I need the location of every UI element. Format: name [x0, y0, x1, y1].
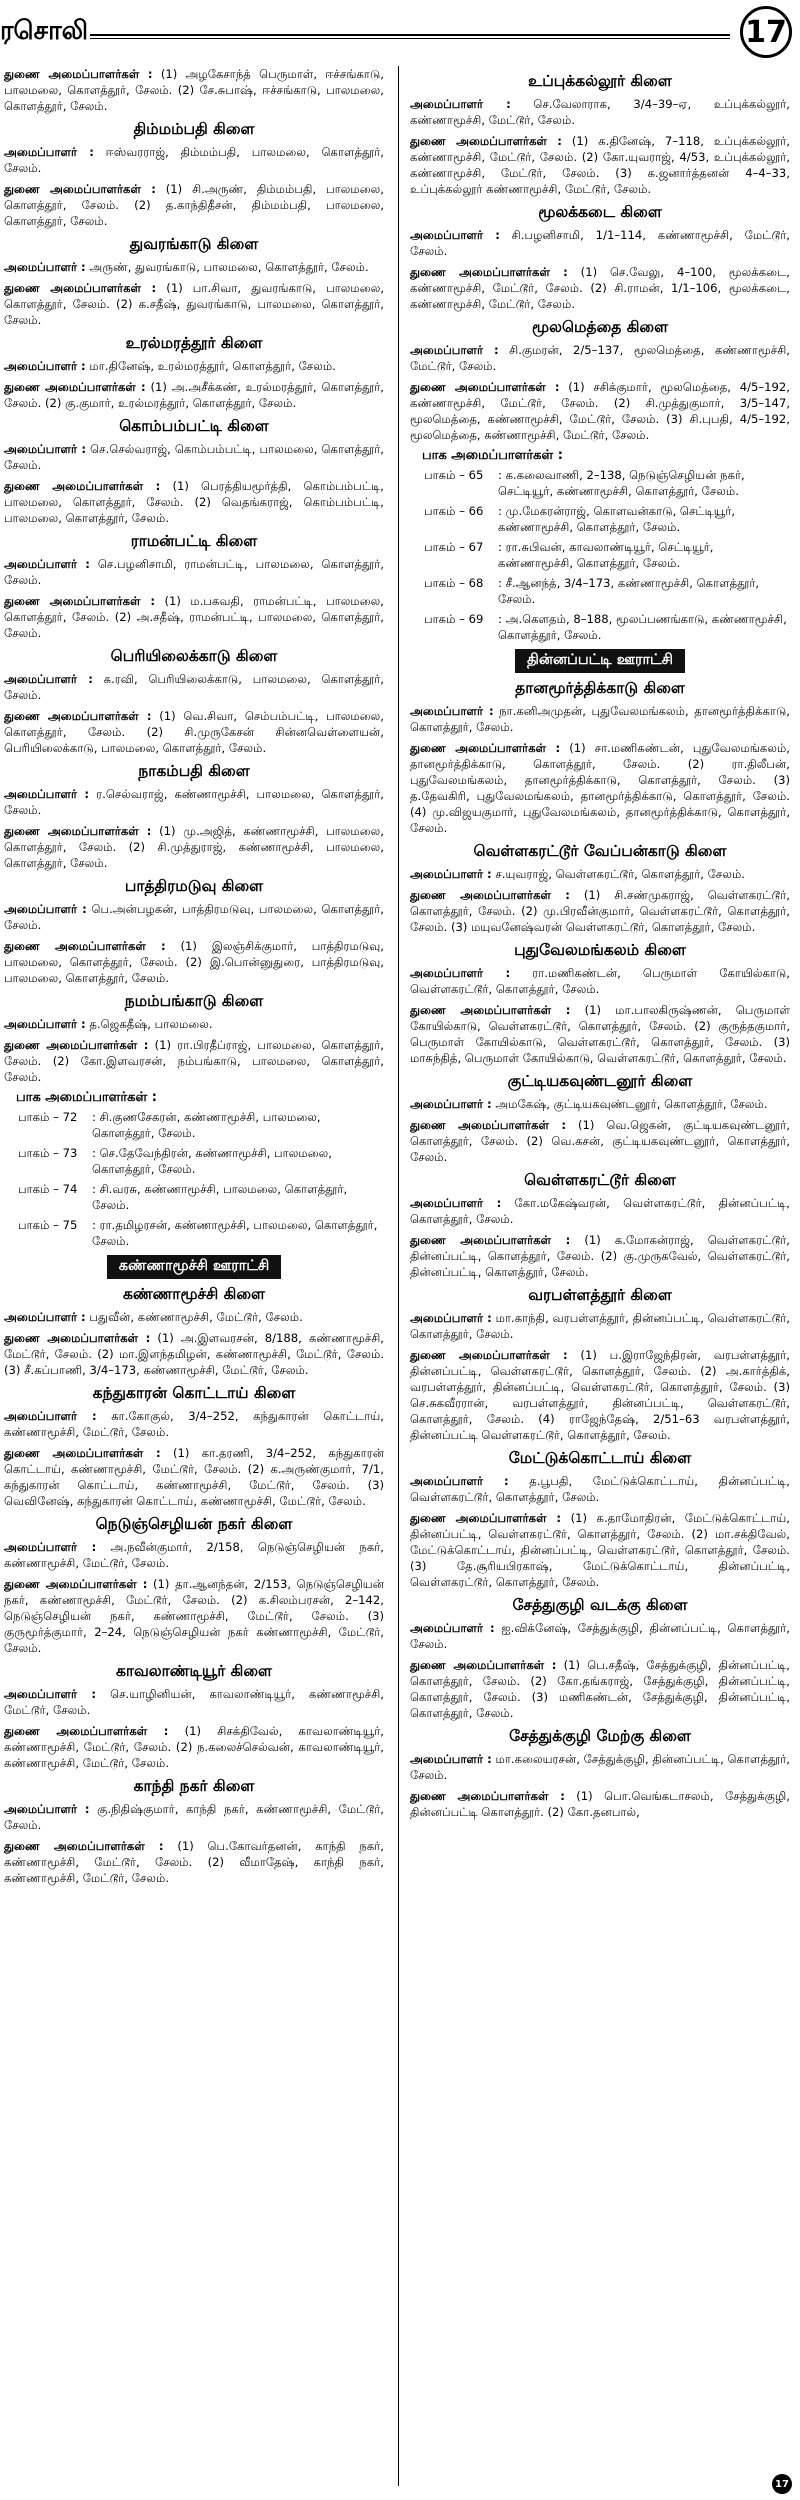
member-entry [4, 823, 384, 871]
member-text: (1) மா.பாலகிருஷ்ணன், பெருமாள் கோயில்காடு, வெள்ளகரட்டூர், கொளத்தூர், சேலம். (2) குருத்தகுமார், பெருமாள் கோயில்காடு, வெள்ளகரட்டூர், கொளத்தூர், சேலம். (3) மாசுந்தித், பெருமாள் கோயில்காடு, வெள்ளகரட்டூர், கொளத்தூர், சேலம். [410, 1003, 790, 1065]
member-entry [410, 379, 790, 443]
booth-entry [4, 1217, 384, 1249]
member-entry [4, 478, 384, 526]
member-text: (1) அ.இளவரசன், 8/188, கண்ணாமூச்சி, மேட்டூர், சேலம். (2) மா.இளந்தமிழன், கண்ணாமூச்சி, மேட்டூர், சேலம். (3) சீ.கப்பாணி, 3/4–173, கண்ணாமூச்சி, மேட்டூர், சேலம். [4, 1331, 384, 1377]
booth-code: பாகம் – 72 [18, 1110, 78, 1124]
role-label: துணை அமைப்பாளர்கள் : [410, 1789, 565, 1803]
role-label: துணை அமைப்பாளர்கள் : [4, 479, 161, 493]
role-label: அமைப்பாளர் : [410, 966, 511, 980]
member-text: (1) சி.சண்முகராஜ், வெள்ளகரட்டூர், கொளத்தூர், சேலம். (2) மு.பிரவீன்குமார், வெள்ளகரட்டூர், கொளத்தூர், சேலம். (3) மயுவனேஷ்வரன் வெள்ளகரட்டூர், கொளத்தூர், சேலம். [410, 888, 790, 934]
member-text: த.பூபதி, மேட்டுக்கொட்டாய், தின்னப்பட்டி, வெள்ளகரட்டூர், கொளத்தூர், சேலம். [410, 1474, 790, 1504]
member-entry [4, 708, 384, 756]
booth-member: : க.கலைவாணி, 2–138, நெடுஞ்செழியன் நகர், செட்டியூர், கண்ணாமூச்சி, கொளத்தூர், சேலம். [498, 468, 745, 498]
member-text: (1) மு.அஜித், கண்ணாமூச்சி, பாலமலை, கொளத்தூர், சேலம். (2) சி.முத்துராஜ், கண்ணாமூச்சி, பாலமலை, கொளத்தூர், சேலம். [4, 824, 384, 870]
member-entry [4, 280, 384, 328]
booth-code: பாகம் – 75 [18, 1218, 78, 1232]
member-entry [410, 96, 790, 128]
member-entry [4, 66, 384, 114]
member-text: க.ரவி, பெரியிலைக்காடு, பாலமலை, கொளத்தூர், சேலம். [4, 672, 384, 702]
branch-heading: காவலாண்டியூர் கிளை [115, 1662, 273, 1680]
member-entry [4, 441, 384, 473]
member-entry [410, 1510, 790, 1590]
role-label: துணை அமைப்பாளர்கள் : [410, 1233, 571, 1247]
member-text: ர.செல்வராஜ், கண்ணாமூச்சி, பாலமலை, கொளத்தூர், சேலம். [4, 787, 384, 817]
member-text: (1) சி.அருண், திம்மம்பதி, பாலமலை, கொளத்தூர், சேலம். (2) த.காந்திதீசன், திம்மம்பதி, பாலமலை, கொளத்தூர், சேலம். [4, 182, 384, 228]
member-entry [410, 1751, 790, 1783]
booth-member: : சி.வரசு, கண்ணாமூச்சி, பாலமலை, கொளத்தூர், சேலம். [92, 1182, 348, 1212]
member-entry [4, 671, 384, 703]
branch-heading: கொம்பம்பட்டி கிளை [119, 417, 269, 435]
role-label: துணை அமைப்பாளர்கள் : [4, 939, 166, 953]
branch-heading: கந்துகாரன் கொட்டாய் கிளை [92, 1384, 296, 1402]
member-text: அருண், துவரங்காடு, பாலமலை, கொளத்தூர், சேலம். [85, 260, 369, 274]
booth-entry [4, 1145, 384, 1177]
member-entry [410, 703, 790, 735]
footer-page-number: 17 [772, 2474, 792, 2494]
role-label: துணை அமைப்பாளர்கள் : [410, 1118, 566, 1132]
member-text: (1) பெ.கோவர்தனன், காந்தி நகர், கண்ணாமூச்சி, மேட்டூர், சேலம். (2) வீமாதேஷ், காந்தி நகர், கண்ணாமூச்சி, மேட்டூர், சேலம். [4, 1839, 384, 1885]
booth-entry [410, 611, 790, 643]
branch-heading: சேத்துக்குழி மேற்கு கிளை [509, 1727, 691, 1745]
member-text: கா.கோகுல், 3/4–252, கந்துகாரன் கொட்டாய், கண்ணாமூச்சி, மேட்டூர், சேலம். [4, 1409, 384, 1439]
member-entry [410, 740, 790, 836]
role-label: துணை அமைப்பாளர்கள் : [4, 594, 155, 608]
branch-heading: தானமூர்த்திக்காடு கிளை [515, 679, 685, 697]
role-label: அமைப்பாளர் : [4, 787, 90, 801]
member-entry [410, 866, 790, 882]
member-entry [410, 887, 790, 935]
member-text: (1) சசிக்குமார், மூலமெத்தை, 4/5–192, கண்ணாமூச்சி, மேட்டூர், சேலம். (2) சி.முத்துகுமார், 3/5–147, மூலமெத்தை, கண்ணாமூச்சி, மேட்டூர், சேலம். (3) சி.புபதி, 4/5–192, மூலமெத்தை, கண்ணாமூச்சி, மேட்டூர், சேலம். [410, 380, 790, 442]
member-text: பதுவீன், கண்ணாமூச்சி, மேட்டூர், சேலம். [85, 1310, 303, 1324]
role-label: துணை அமைப்பாளர்கள் : [4, 709, 152, 723]
member-entry [4, 181, 384, 229]
member-entry [410, 1310, 790, 1342]
member-text: (1) பெரத்தியமூர்த்தி, கொம்பம்பட்டி, பாலமலை, கொளத்தூர், சேலம். (2) வெதங்கராஜ், கொம்பம்பட்டி, பாலமலை, கொளத்தூர், சேலம். [4, 479, 384, 525]
role-label: துணை அமைப்பாளர்கள் : [4, 182, 156, 196]
role-label: அமைப்பாளர் : [410, 704, 494, 718]
booth-member: : மு.மேகரன்ராஜ், கொளவன்காடு, செட்டியூர், கண்ணாமூச்சி, கொளத்தூர், சேலம். [498, 504, 736, 534]
role-label: அமைப்பாளர் : [4, 1017, 86, 1031]
member-text: சி.பழனிசாமி, 1/1–114, கண்ணாமூச்சி, மேட்டூர், சேலம். [410, 228, 790, 258]
member-text: மா.தினேஷ், உரல்மரத்தூர், கொளத்தூர், சேலம். [85, 359, 336, 373]
branch-heading: நெடுஞ்செழியன் நகர் கிளை [95, 1515, 293, 1533]
role-label: அமைப்பாளர் : [4, 1802, 90, 1816]
role-label: துணை அமைப்பாளர்கள் : [410, 1658, 557, 1672]
booth-member: : ரா.தமிழரசன், கண்ணாமூச்சி, பாலமலை, கொளத்தூர், சேலம். [92, 1218, 378, 1248]
member-text: பெ.அன்பழகன், பாத்திரமடுவு, பாலமலை, கொளத்தூர், சேலம். [4, 902, 384, 932]
booth-entry [410, 539, 790, 571]
page-number-badge: 17 [740, 6, 792, 58]
role-label: துணை அமைப்பாளர்கள் : [410, 1511, 562, 1525]
member-entry [4, 786, 384, 818]
member-text: செ.யாழினியன், காவலாண்டியூர், கண்ணாமூச்சி, மேட்டூர், சேலம். [4, 1687, 384, 1717]
role-label: துணை அமைப்பாளர்கள் : [4, 281, 157, 295]
member-entry [4, 1539, 384, 1571]
member-text: கோ.மகேஷ்வரன், வெள்ளகரட்டூர், தின்னப்பட்டி, கொளத்தூர், சேலம். [410, 1196, 790, 1226]
branch-heading: உப்புக்கல்லூர் கிளை [528, 72, 672, 90]
member-text: (1) சா.மணிகண்டன், புதுவேலமங்கலம், தானமூர்த்திக்காடு, கொளத்தூர், சேலம். (2) ரா.திலீபன், புதுவேலமங்கலம், தானமூர்த்திக்காடு, கொளத்தூர், சேலம். (3) த.தேவகிரி, புதுவேலமங்கலம், தானமூர்த்திக்காடு, கொளத்தூர், சேலம். (4) மு.விஜயகுமார், புதுவேலமங்கலம், தானமூர்த்திக்காடு, கொளத்தூர், சேலம். [410, 741, 790, 835]
role-label: துணை அமைப்பாளர்கள் : [4, 824, 152, 838]
masthead-title: ரசொலி [0, 16, 89, 46]
role-label: அமைப்பாளர் : [4, 442, 87, 456]
member-entry [410, 1117, 790, 1165]
member-text: (1) செ.வேலு, 4–100, மூலக்கடை, கண்ணாமூச்சி, மேட்டூர், சேலம். (2) சி.ராமன், 1/1–106, மூலக்கடை, கண்ணாமூச்சி, மேட்டூர், சேலம். [410, 265, 790, 311]
page-header [0, 0, 800, 64]
member-text: (1) கா.தரணி, 3/4–252, கந்துகாரன் கொட்டாய், கண்ணாமூச்சி, மேட்டூர், சேலம். (2) க.அருண்குமார், 7/1, கந்துகாரன் கொட்டாய், கண்ணாமூச்சி, மேட்டூர், சேலம். (3) வெவினேஷ், கந்துகாரன் கொட்டாய், கண்ணாமூச்சி, மேட்டூர், சேலம். [4, 1446, 384, 1508]
booth-entry [410, 575, 790, 607]
member-entry [410, 227, 790, 259]
role-label: துணை அமைப்பாளர்கள் : [4, 1577, 148, 1591]
member-text: ஐ.விக்னேஷ், சேத்துக்குழி, தின்னப்பட்டி, கொளத்தூர், சேலம். [410, 1621, 790, 1651]
member-text: ஈஸ்வரராஜ், திம்மம்பதி, பாலமலை, கொளத்தூர், சேலம். [4, 145, 384, 175]
role-label: அமைப்பாளர் : [410, 867, 492, 881]
member-entry [4, 593, 384, 641]
header-rule-thin [90, 38, 730, 39]
role-label: துணை அமைப்பாளர்கள் : [410, 265, 568, 279]
member-entry [4, 379, 384, 411]
booth-code: பாகம் – 67 [424, 540, 484, 554]
role-label: அமைப்பாளர் : [410, 1196, 502, 1210]
left-column [4, 66, 384, 2494]
member-entry [4, 259, 384, 275]
branch-heading: மூலக்கடை கிளை [538, 203, 662, 221]
role-label: அமைப்பாளர் : [410, 228, 500, 242]
branch-heading: புதுவேலமங்கலம் கிளை [514, 941, 686, 959]
role-label: துணை அமைப்பாளர்கள் : [410, 380, 560, 394]
booth-entry [4, 1181, 384, 1213]
branch-heading: மேட்டுக்கொட்டாய் கிளை [508, 1449, 692, 1467]
column-divider [398, 66, 399, 2486]
booth-member: : ரா.சுபிவன், காவலாண்டியூர், செட்டியூர், கண்ணாமூச்சி, கொளத்தூர், சேலம். [498, 540, 714, 570]
member-entry [410, 133, 790, 197]
member-text: (1) அழகேசாந்த் பெருமாள், ஈச்சங்காடு, பாலமலை, கொளத்தூர், சேலம். (2) சே.சுபாஷ், ஈச்சங்காடு, பாலமலை, கொளத்தூர், சேலம். [4, 67, 384, 113]
member-text: (1) க.தாமோதிரன், மேட்டுக்கொட்டாய், தின்னப்பட்டி, வெள்ளகரட்டூர், கொளத்தூர், சேலம். (2) மா.சக்திவேல், மேட்டுக்கொட்டாய், தின்னப்பட்டி, வெள்ளகரட்டூர், கொளத்தூர், சேலம். (3) தே.சூரியபிரகாஷ், மேட்டுக்கொட்டாய், தின்னப்பட்டி, வெள்ளகரட்டூர், கொளத்தூர், சேலம். [410, 1511, 790, 1589]
role-label: துணை அமைப்பாளர்கள் : [4, 67, 153, 81]
role-label: அமைப்பாளர் : [4, 1310, 86, 1324]
member-entry [4, 938, 384, 986]
role-label: துணை அமைப்பாளர்கள் : [4, 1724, 169, 1738]
role-label: அமைப்பாளர் : [410, 1474, 509, 1488]
member-text: அமகேஷ், குட்டியகவுண்டனூர், கொளத்தூர், சேலம். [491, 1097, 768, 1111]
panchayat-heading: கண்ணாமூச்சி ஊராட்சி [107, 1255, 281, 1279]
branch-heading: வரபள்ளத்தூர் கிளை [528, 1286, 672, 1304]
member-text: செ.வேலாராக, 3/4–39–ஏ, உப்புக்கல்லூர், கண்ணாமூச்சி, மேட்டூர், சேலம். [410, 97, 790, 127]
member-entry [4, 1838, 384, 1886]
booth-code: பாகம் – 65 [424, 468, 484, 482]
member-text: சி.குமரன், 2/5–137, மூலமெத்தை, கண்ணாமூச்சி, மேட்டூர், சேலம். [410, 343, 790, 373]
member-text: (1) ம.பகவதி, ராமன்பட்டி, பாலமலை, கொளத்தூர், சேலம். (2) அ.சதீஷ், ராமன்பட்டி, பாலமலை, கொளத்தூர், சேலம். [4, 594, 384, 640]
booth-code: பாகம் – 74 [18, 1182, 78, 1196]
member-text: (1) வெ.சிவா, செம்பம்பட்டி, பாலமலை, கொளத்தூர், சேலம். (2) சி.முருகேசன் சின்னவெள்ளையன், பெரியிலைக்காடு, பாலமலை, கொளத்தூர், சேலம். [4, 709, 384, 755]
member-entry [410, 1473, 790, 1505]
booth-code: பாகம் – 69 [424, 612, 484, 626]
member-entry [410, 1002, 790, 1066]
branch-heading: வெள்ளகரட்டூர் வேப்பன்காடு கிளை [473, 842, 727, 860]
role-label: அமைப்பாளர் : [4, 260, 86, 274]
role-label: துணை அமைப்பாளர்கள் : [410, 888, 570, 902]
member-entry [4, 1330, 384, 1378]
branch-heading: நமம்பங்காடு கிளை [124, 992, 264, 1010]
panchayat-heading: தின்னப்பட்டி ஊராட்சி [515, 649, 685, 673]
member-text: ரா.மணிகண்டன், பெருமாள் கோயில்காடு, வெள்ளகரட்டூர், கொளத்தூர், சேலம். [410, 966, 790, 996]
member-text: (1) க.மோகன்ராஜ், வெள்ளகரட்டூர், தின்னப்பட்டி, கொளத்தூர், சேலம். (2) கு.முருகவேல், வெள்ளகரட்டூர், தின்னப்பட்டி, கொளத்தூர், சேலம். [410, 1233, 790, 1279]
branch-heading: சேத்துகுழி வடக்கு கிளை [512, 1596, 688, 1614]
member-text: செ.செல்வராஜ், கொம்பம்பட்டி, பாலமலை, கொளத்தூர், சேலம். [4, 442, 384, 472]
role-label: அமைப்பாளர் : [410, 1311, 492, 1325]
member-text: (1) பெ.சதீஷ், சேத்துக்குழி, தின்னப்பட்டி, கொளத்தூர், சேலம். (2) கோ.தங்கராஜ், சேத்துக்குழி, தின்னப்பட்டி, கொளத்தூர், சேலம். (3) மணிகண்டன், சேத்துக்குழி, தின்னப்பட்டி, கொளத்தூர், சேலம். [410, 1658, 790, 1720]
role-label: அமைப்பாளர் : [4, 1540, 97, 1554]
role-label: அமைப்பாளர் : [4, 557, 90, 571]
role-label: துணை அமைப்பாளர்கள் : [410, 1348, 568, 1362]
right-column [410, 66, 790, 2494]
branch-heading: மூலமெத்தை கிளை [531, 318, 669, 336]
branch-heading: கண்ணாமூச்சி கிளை [122, 1285, 266, 1303]
member-text: (1) தா.ஆனந்தன், 2/153, நெடுஞ்செழியன் நகர், கண்ணாமூச்சி, மேட்டூர், சேலம். (2) க.சிலம்பரசன், 2–142, நெடுஞ்செழியன் நகர், கண்ணாமூச்சி, மேட்டூர், சேலம். (3) குருமூர்த்குமார், 2–24, நெடுஞ்செழியன் நகர் கண்ணாமூச்சி, மேட்டூர், சேலம். [4, 1577, 384, 1655]
member-entry [410, 1657, 790, 1721]
role-label: அமைப்பாளர் : [4, 902, 87, 916]
booth-member: : சீ.ஆனந்த், 3/4–173, கண்ணாமூச்சி, கொளத்தூர், சேலம். [498, 576, 760, 606]
role-label: அமைப்பாளர் : [4, 1687, 97, 1701]
branch-heading: ராமன்பட்டி கிளை [130, 532, 258, 550]
booth-entry [410, 503, 790, 535]
member-text: (1) க.தினேஷ், 7–118, உப்புக்கல்லூர், கண்ணாமூச்சி, மேட்டூர், சேலம். (2) கோ.யுவராஜ், 4/53, உப்புக்கல்லூர், கண்ணாமூச்சி, மேட்டூர், சேலம். (3) க.ஜனார்த்தனன் 4–4–33, உப்புக்கல்லூர் கண்ணாமூச்சி, மேட்டூர், சேலம். [410, 134, 790, 196]
role-label: துணை அமைப்பாளர்கள் : [4, 1038, 149, 1052]
member-text: (1) பா.சிவா, துவரங்காடு, பாலமலை, கொளத்தூர், சேலம். (2) க.சதீஷ், துவரங்காடு, பாலமலை, கொளத்தூர், சேலம். [4, 281, 384, 327]
branch-heading: துவரங்காடு கிளை [129, 235, 259, 253]
member-text: ச.யுவராஜ், வெள்ளகரட்டூர், கொளத்தூர், சேலம். [491, 867, 745, 881]
booth-section-heading: பாக அமைப்பாளர்கள் : [16, 1090, 157, 1105]
member-entry [410, 264, 790, 312]
member-entry [4, 144, 384, 176]
member-text: (1) அ.அசீக்கண், உரல்மரத்தூர், கொளத்தூர், சேலம். (2) கு.குமார், உரல்மரத்தூர், கொளத்தூர், சேலம். [4, 380, 384, 410]
member-entry [410, 965, 790, 997]
role-label: அமைப்பாளர் : [4, 672, 93, 686]
member-text: (1) ரா.பிரதீப்ராஜ், பாலமலை, கொளத்தூர், சேலம். (2) கோ.இளவரசன், நம்பங்காடு, பாலமலை, கொளத்தூர், சேலம். [4, 1038, 384, 1084]
member-entry [4, 1723, 384, 1771]
role-label: அமைப்பாளர் : [410, 1097, 492, 1111]
member-entry [4, 1576, 384, 1656]
branch-heading: வெள்ளகரட்டூர் கிளை [524, 1171, 676, 1189]
member-entry [410, 1620, 790, 1652]
member-entry [4, 556, 384, 588]
branch-heading: பாத்திரமடுவு கிளை [124, 877, 264, 895]
member-entry [4, 1309, 384, 1325]
member-text: கு.நிதிஷ்குமார், காந்தி நகர், கண்ணாமூச்சி, மேட்டூர், சேலம். [4, 1802, 384, 1832]
role-label: அமைப்பாளர் : [410, 1752, 492, 1766]
role-label: துணை அமைப்பாளர்கள் : [410, 741, 561, 755]
booth-entry [4, 1109, 384, 1141]
member-entry [410, 1788, 790, 1820]
role-label: அமைப்பாளர் : [4, 145, 94, 159]
branch-heading: காந்தி நகர் கிளை [133, 1777, 255, 1795]
role-label: துணை அமைப்பாளர்கள் : [4, 1446, 161, 1460]
member-text: செ.பழனிசாமி, ராமன்பட்டி, பாலமலை, கொளத்தூர், சேலம். [4, 557, 384, 587]
role-label: அமைப்பாளர் : [410, 343, 499, 357]
member-entry [4, 1686, 384, 1718]
booth-member: : செ.தேவேந்திரன், கண்ணாமூச்சி, பாலமலை, கொளத்தூர், சேலம். [92, 1146, 332, 1176]
member-entry [410, 1195, 790, 1227]
role-label: அமைப்பாளர் : [4, 359, 86, 373]
role-label: துணை அமைப்பாளர்கள் : [4, 1839, 164, 1853]
member-entry [410, 1347, 790, 1443]
booth-entry [410, 467, 790, 499]
member-entry [4, 1445, 384, 1509]
branch-heading: பெரியிலைக்காடு கிளை [110, 647, 278, 665]
member-entry [4, 1037, 384, 1085]
role-label: துணை அமைப்பாளர்கள் : [410, 134, 562, 148]
member-text: (1) ப.இராஜேந்திரன், வரபள்ளத்தூர், தின்னப்பட்டி, வெள்ளகரட்டூர், கொளத்தூர், சேலம். (2) அ.கார்த்திக், வரபள்ளத்தூர், தின்னப்பட்டி, வெள்ளகரட்டூர், கொளத்தூர், சேலம். (3) செ.சுகவீரரான், வரபள்ளத்தூர், தின்னப்பட்டி, வெள்ளகரட்டூர், கொளத்தூர், சேலம். (4) ராஜேந்தேஷ், 2/51–63 வரபள்ளத்தூர், தின்னப்பட்டி வெள்ளகரட்டூர், கொளத்தூர், சேலம். [410, 1348, 790, 1442]
member-entry [4, 901, 384, 933]
booth-code: பாகம் – 68 [424, 576, 484, 590]
member-entry [410, 342, 790, 374]
member-text: (1) சிசக்திவேல், காவலாண்டியூர், கண்ணாமூச்சி, மேட்டூர், சேலம். (2) ந.கலைச்செல்வன், காவலாண்டியூர், கண்ணாமூச்சி, மேட்டூர், சேலம். [4, 1724, 384, 1770]
member-text: த.ஜெகதீஷ், பாலமலை. [85, 1017, 213, 1031]
booth-member: : சி.குணசேகரன், கண்ணாமூச்சி, பாலமலை, கொளத்தூர், சேலம். [92, 1110, 321, 1140]
role-label: அமைப்பாளர் : [410, 1621, 495, 1635]
role-label: அமைப்பாளர் : [4, 1409, 97, 1423]
branch-heading: திம்மம்பதி கிளை [133, 120, 255, 138]
role-label: துணை அமைப்பாளர்கள் : [4, 380, 146, 394]
member-text: (1) பொ.வெங்கடாசலம், சேத்துக்குழி, தின்னப்பட்டி கொளத்தூர். (2) கோ.தனபால், [410, 1789, 790, 1819]
member-text: (1) இலஞ்சிக்குமார், பாத்திரமடுவு, பாலமலை, கொளத்தூர், சேலம். (2) இ.பொன்னுதுரை, பாத்திரமடுவு, பாலமலை, கொளத்தூர், சேலம். [4, 939, 384, 985]
member-entry [4, 1408, 384, 1440]
header-rule [90, 34, 730, 36]
booth-section-heading: பாக அமைப்பாளர்கள் : [422, 448, 563, 463]
branch-heading: நாகம்பதி கிளை [138, 762, 250, 780]
role-label: துணை அமைப்பாளர்கள் : [4, 1331, 151, 1345]
member-entry [410, 1096, 790, 1112]
member-entry [4, 358, 384, 374]
booth-member: : அ.கௌதம், 8–188, மூலப்பணங்காடு, கண்ணாமூச்சி, கொளத்தூர், சேலம். [498, 612, 787, 642]
member-text: நா.கனிஅமுதன், புதுவேலமங்கலம், தானமூர்த்திக்காடு, கொளத்தூர், சேலம். [410, 704, 790, 734]
member-text: அ.நவீன்குமார், 2/158, நெடுஞ்செழியன் நகர், கண்ணாமூச்சி, மேட்டூர், சேலம். [4, 1540, 384, 1570]
branch-heading: உரல்மரத்தூர் கிளை [125, 334, 263, 352]
role-label: அமைப்பாளர் : [410, 97, 511, 111]
booth-code: பாகம் – 73 [18, 1146, 78, 1160]
member-text: மா.காந்தி, வரபள்ளத்தூர், தின்னப்பட்டி, வெள்ளகரட்டூர், கொளத்தூர், சேலம். [410, 1311, 790, 1341]
member-entry [410, 1232, 790, 1280]
role-label: துணை அமைப்பாளர்கள் : [410, 1003, 571, 1017]
member-text: மா.கலையரசன், சேத்துக்குழி, தின்னப்பட்டி, கொளத்தூர், சேலம். [410, 1752, 790, 1782]
member-text: (1) வெ.ஜெகன், குட்டியகவுண்டனூர், கொளத்தூர், சேலம். (2) வெ.கசன், குட்டியகவுண்டனூர், கொளத்தூர், சேலம். [410, 1118, 790, 1164]
branch-heading: குட்டியகவுண்டனூர் கிளை [507, 1072, 693, 1090]
booth-code: பாகம் – 66 [424, 504, 484, 518]
member-entry [4, 1801, 384, 1833]
member-entry [4, 1016, 384, 1032]
